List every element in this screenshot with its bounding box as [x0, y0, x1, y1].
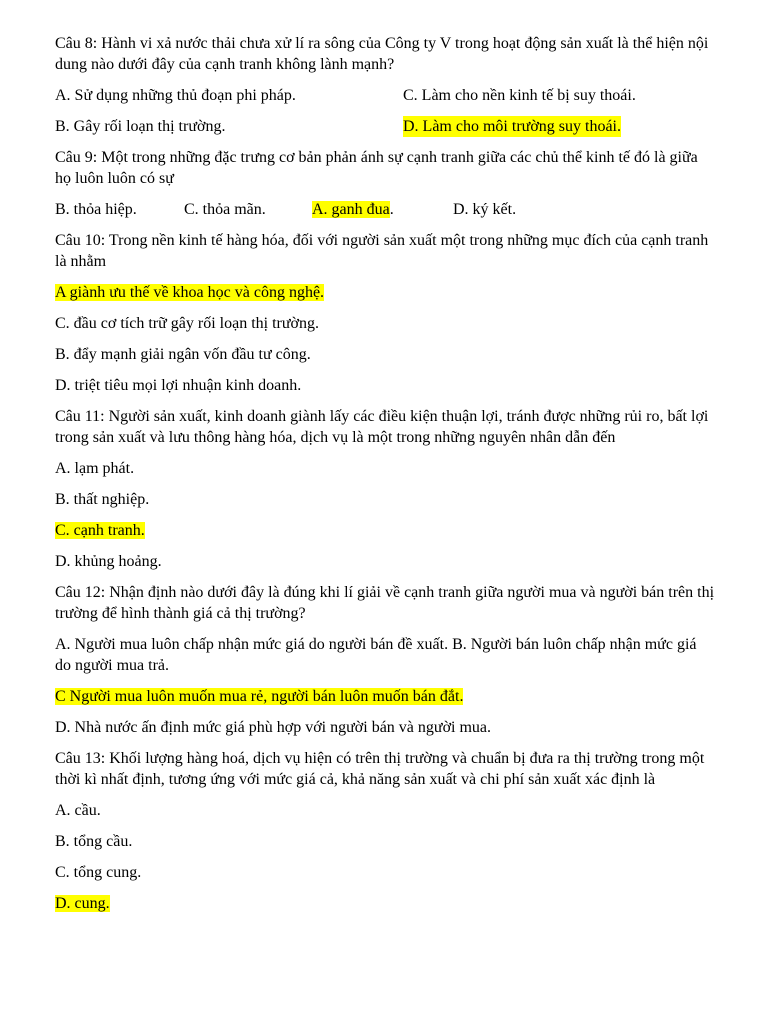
question-9-options-row	[55, 199, 715, 220]
question-13: Câu 13: Khối lượng hàng hoá, dịch vụ hiện có trên thị trường và chuẩn bị đưa ra thị trường trong một thời kì nhất định, tương ứng với mức giá cả, khả năng sản xuất và chi phí sản xuất xác định là	[55, 750, 705, 788]
q12-option-d: D. Nhà nước ấn định mức giá phù hợp với người bán và người mua.	[55, 719, 492, 736]
q11-option-a: A. lạm phát.	[55, 460, 135, 477]
q11-option-c-highlighted: C. cạnh tranh.	[55, 522, 145, 539]
document-page	[55, 33, 715, 924]
q13-option-d-highlighted: D. cung.	[55, 895, 110, 912]
q13-option-c: C. tổng cung.	[55, 864, 142, 881]
q9-option-a-wrap	[312, 199, 394, 220]
q9-option-c: C. thỏa mãn.	[184, 201, 266, 218]
question-10: Câu 10: Trong nền kinh tế hàng hóa, đối với người sản xuất một trong những mục đích của cạnh tranh là nhằm	[55, 232, 709, 270]
q11-option-c-row	[55, 520, 715, 541]
q11-option-b: B. thất nghiệp.	[55, 491, 150, 508]
q8-option-a: A. Sử dụng những thủ đoạn phi pháp.	[55, 87, 296, 104]
question-8-options-row-1	[55, 85, 715, 106]
question-11: Câu 11: Người sản xuất, kinh doanh giành lấy các điều kiện thuận lợi, tránh được những rủi ro, bất lợi trong sản xuất và lưu thông hàng hóa, dịch vụ là một trong những nguyên nhân dẫn đến	[55, 408, 709, 446]
q10-option-a-row	[55, 282, 715, 303]
q13-option-d-row	[55, 893, 715, 914]
q11-option-d: D. khủng hoảng.	[55, 553, 162, 570]
q9-option-a-period: .	[389, 201, 394, 218]
q13-option-b: B. tổng cầu.	[55, 833, 133, 850]
q9-option-a-highlighted: A. ganh đua	[312, 201, 390, 218]
question-12: Câu 12: Nhận định nào dưới đây là đúng khi lí giải về cạnh tranh giữa người mua và người bán trên thị trường để hình thành giá cả thị trường?	[55, 584, 715, 622]
q8-option-b: B. Gây rối loạn thị trường.	[55, 118, 226, 135]
q8-option-d-highlighted: D. Làm cho môi trường suy thoái.	[403, 118, 621, 135]
q10-option-b: B. đẩy mạnh giải ngân vốn đầu tư công.	[55, 346, 311, 363]
q10-option-d: D. triệt tiêu mọi lợi nhuận kinh doanh.	[55, 377, 302, 394]
q8-option-c: C. Làm cho nền kinh tế bị suy thoái.	[403, 87, 636, 104]
q13-option-a: A. cầu.	[55, 802, 101, 819]
q9-option-b: B. thỏa hiệp.	[55, 201, 137, 218]
q12-option-a-b: A. Người mua luôn chấp nhận mức giá do người bán đề xuất. B. Người bán luôn chấp nhận mức giá do người mua trả.	[55, 636, 697, 674]
question-9: Câu 9: Một trong những đặc trưng cơ bản phản ánh sự cạnh tranh giữa các chủ thể kinh tế đó là giữa họ luôn luôn có sự	[55, 149, 698, 187]
q12-option-c-row	[55, 686, 715, 707]
q12-option-c-highlighted: C Người mua luôn muốn mua rẻ, người bán luôn muốn bán đắt.	[55, 688, 464, 705]
q9-option-d: D. ký kết.	[453, 201, 517, 218]
q10-option-c: C. đầu cơ tích trữ gây rối loạn thị trường.	[55, 315, 319, 332]
question-8: Câu 8: Hành vi xả nước thải chưa xử lí ra sông của Công ty V trong hoạt động sản xuất là thể hiện nội dung nào dưới đây của cạnh tranh không lành mạnh?	[55, 35, 709, 73]
q10-option-a-highlighted: A giành ưu thế về khoa học và công nghệ.	[55, 284, 325, 301]
question-8-options-row-2	[55, 116, 715, 137]
